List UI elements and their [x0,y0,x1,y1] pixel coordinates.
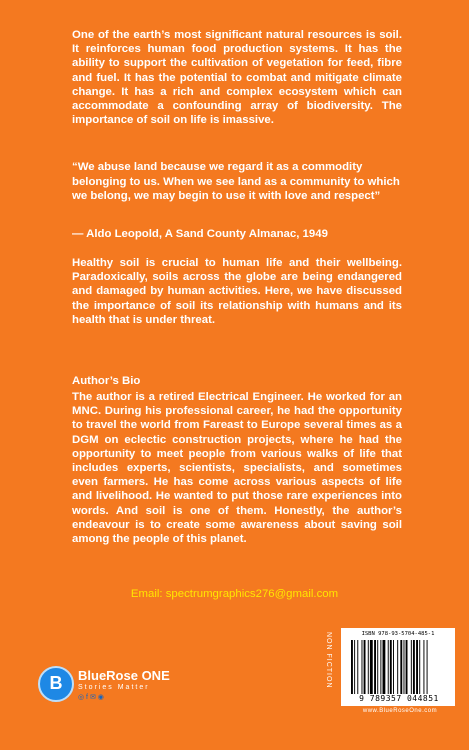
publisher-name: BlueRose ONE [78,668,170,683]
bluerose-logo-icon: B [38,666,74,702]
category-label: NON FICTION [325,631,332,689]
isbn-number-top: ISBN 978-93-5704-485-1 [361,631,435,637]
isbn-barcode [341,628,455,706]
isbn-number-bottom: 9 789357 044851 [359,694,439,703]
publisher-tagline: Stories Matter [78,684,150,691]
publisher-logo [38,662,198,702]
contact-email: Email: spectrumgraphics276@gmail.com [130,588,339,600]
quote-citation: — Aldo Leopold, A Sand County Almanac, 1949 [72,228,328,240]
blurb-paragraph-2: Healthy soil is crucial to human life and their wellbeing. Paradoxically, soils across the globe are being endangered and damaged by human activities. Here, we have discussed the importance of soil its relationship with humans and its health that is under threat. [72,257,402,326]
barcode-bars [351,640,447,694]
aldo-leopold-quote: “We abuse land because we regard it as a commodity belonging to us. When we see land as a community to which we belong, we may begin to use it with love and respect” [72,161,400,203]
author-bio-text: The author is a retired Electrical Engineer. He worked for an MNC. During his professional career, he had the opportunity to travel the world from Fareast to Europe several times as a DGM on eclectic construction projects, where he had the opportunity to meet people from various walks of life that includes experts, scientists, specialists, and sometimes even farmers. He has come across various aspects of life and livelihood. He wanted to put those rare experiences into words. And soil is one of them. Honestly, the author’s endeavour is to create some awareness about saving soil among the people of this planet. [72,391,402,546]
publisher-website: www.BlueRoseOne.com [362,708,438,714]
social-icons: ◎ f ✉ ◉ [78,694,104,701]
author-bio-heading: Author’s Bio [72,375,141,387]
blurb-paragraph-1: One of the earth’s most significant natural resources is soil. It reinforces human food production systems. It has the ability to support the cultivation of vegetation for feed, fibre and fuel. It has the potential to combat and mitigate climate change. It has a rich and complex ecosystem which can accommodate a confounding array of biodiversity. The importance of soil on life is imassive. [72,29,402,127]
